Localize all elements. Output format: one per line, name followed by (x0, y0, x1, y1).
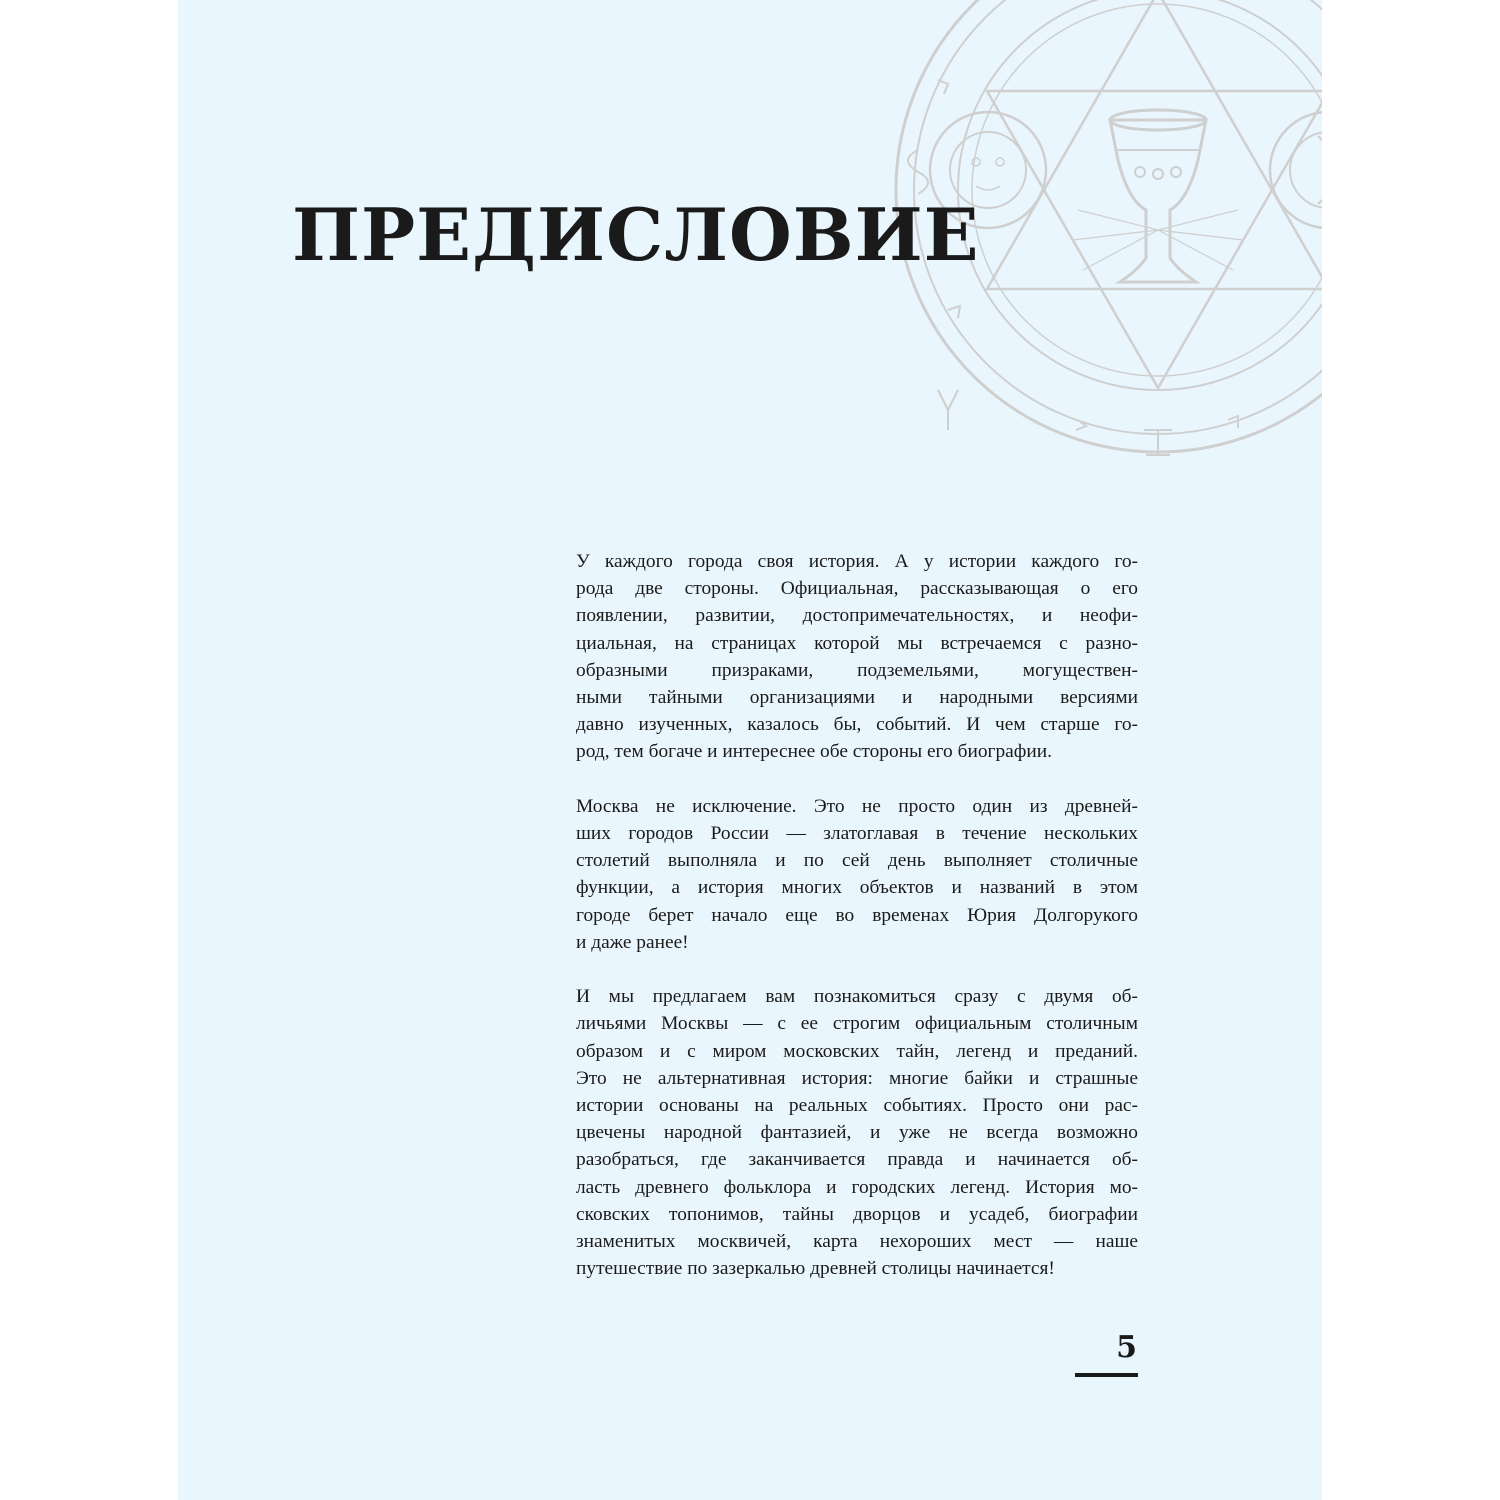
text-line: рода две стороны. Официальная, рассказывающая о его (576, 578, 1138, 600)
text-line: городе берет начало еще во временах Юрия Долгорукого (576, 904, 1138, 926)
text-line: разобраться, где заканчивается правда и начинается об- (576, 1149, 1138, 1171)
text-line: сковских топонимов, тайны дворцов и усадеб, биографии (576, 1203, 1138, 1225)
text-line: и даже ранее! (576, 931, 689, 953)
text-line: ласть древнего фольклора и городских легенд. История мо- (576, 1176, 1138, 1198)
text-line: циальная, на страницах которой мы встречаемся с разно- (576, 632, 1138, 654)
text-line: ными тайными организациями и народными версиями (576, 687, 1138, 709)
page-number: 5 (1116, 1330, 1137, 1365)
text-line: Это не альтернативная история: многие байки и страшные (576, 1067, 1138, 1089)
book-page (178, 0, 1322, 1500)
text-line: образом и с миром московских тайн, легенд и преданий. (576, 1040, 1138, 1062)
paragraph (576, 983, 1138, 1282)
page-title: ПРЕДИСЛОВИЕ (292, 192, 980, 277)
text-line: цвечены народной фантазией, и уже не всегда возможно (576, 1122, 1138, 1144)
text-line: Москва не исключение. Это не просто один из древней- (576, 795, 1138, 817)
text-line: столетий выполняла и по сей день выполняет столичные (576, 850, 1138, 872)
text-line: ших городов России — златоглавая в течение нескольких (576, 823, 1138, 845)
text-line: род, тем богаче и интереснее обе стороны его биографии. (576, 741, 1052, 763)
preface-body (576, 548, 1138, 1310)
text-line: функции, а история многих объектов и названий в этом (576, 877, 1138, 899)
text-line: личьями Москвы — с ее строгим официальным столичным (576, 1013, 1138, 1035)
paragraph (576, 548, 1138, 766)
text-line: знаменитых москвичей, карта нехороших мест — наше (576, 1231, 1138, 1253)
page-number-rule (1075, 1373, 1138, 1377)
text-line: путешествие по зазеркалью древней столицы начинается! (576, 1258, 1055, 1280)
text-line: истории основаны на реальных событиях. Просто они рас- (576, 1095, 1138, 1117)
paragraph (576, 793, 1138, 956)
text-line: У каждого города своя история. А у истории каждого го- (576, 551, 1138, 572)
text-line: появлении, развитии, достопримечательностях, и неофи- (576, 605, 1138, 627)
text-line: образными призраками, подземельями, могуществен- (576, 659, 1138, 681)
text-line: И мы предлагаем вам познакомиться сразу с двумя об- (576, 986, 1138, 1008)
text-line: давно изученных, казалось бы, событий. И чем старше го- (576, 714, 1138, 736)
